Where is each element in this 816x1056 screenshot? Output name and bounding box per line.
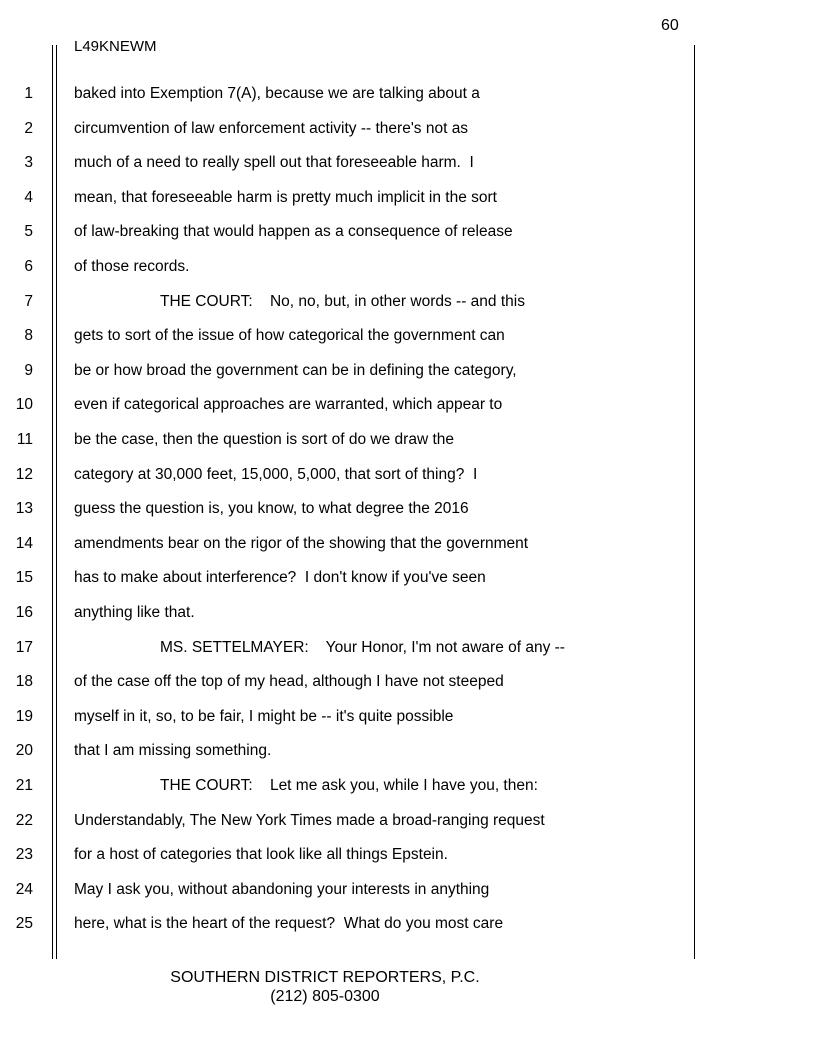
line-number: 10	[15, 396, 33, 414]
line-number: 11	[16, 431, 33, 448]
line-number: 13	[15, 500, 33, 518]
line-number: 9	[24, 361, 33, 379]
transcript-line	[0, 532, 690, 556]
line-text: be or how broad the government can be in defining the category,	[74, 361, 517, 379]
line-text: gets to sort of the issue of how categorical the government can	[74, 327, 505, 345]
transcript-line	[0, 843, 690, 867]
line-number: 7	[24, 292, 33, 310]
line-number: 6	[24, 258, 33, 275]
line-text: THE COURT: Let me ask you, while I have you, then:	[160, 777, 538, 794]
transcript-line	[0, 463, 690, 487]
transcript-line	[0, 290, 690, 314]
transcript-line	[0, 359, 690, 383]
line-text: amendments bear on the rigor of the showing that the government	[74, 534, 529, 552]
line-number: 12	[15, 465, 33, 483]
footer-phone: (212) 805-0300	[270, 988, 380, 1005]
line-number: 5	[24, 223, 33, 241]
line-text: of the case off the top of my head, although I have not steeped	[74, 673, 504, 691]
line-text: of law-breaking that would happen as a consequence of release	[74, 223, 513, 241]
transcript-line	[0, 151, 690, 175]
transcript-line	[0, 601, 690, 625]
line-text: category at 30,000 feet, 15,000, 5,000, that sort of thing? I	[74, 465, 478, 483]
line-number: 3	[24, 154, 33, 172]
transcript-line	[0, 912, 690, 936]
line-text: mean, that foreseeable harm is pretty much implicit in the sort	[74, 188, 497, 206]
line-number: 20	[15, 742, 33, 760]
line-number: 1	[24, 85, 33, 102]
transcript-line	[0, 117, 690, 141]
line-number: 19	[15, 707, 33, 725]
line-number: 2	[24, 119, 33, 137]
line-text: for a host of categories that look like all things Epstein.	[74, 846, 448, 864]
line-number: 25	[15, 915, 33, 933]
transcript-line	[0, 428, 690, 452]
line-number: 24	[15, 880, 33, 898]
transcript-line	[0, 393, 690, 417]
line-text: be the case, then the question is sort of do we draw the	[74, 431, 454, 448]
line-text: Understandably, The New York Times made a broad-ranging request	[74, 811, 545, 829]
line-text: May I ask you, without abandoning your interests in anything	[74, 880, 490, 898]
transcript-line	[0, 255, 690, 279]
line-text: anything like that.	[74, 604, 195, 621]
line-number: 21	[15, 777, 33, 794]
line-text: even if categorical approaches are warranted, which appear to	[74, 396, 503, 414]
right-margin-rule	[694, 45, 695, 959]
line-text: THE COURT: No, no, but, in other words -- and this	[160, 292, 525, 310]
transcript-line	[0, 705, 690, 729]
transcript-line	[0, 809, 690, 833]
line-number: 15	[15, 569, 33, 587]
line-text: MS. SETTELMAYER: Your Honor, I'm not aware of any --	[160, 638, 565, 656]
line-number: 23	[15, 846, 33, 864]
footer-reporter-name: SOUTHERN DISTRICT REPORTERS, P.C.	[170, 969, 480, 986]
transcript-line	[0, 324, 690, 348]
line-number: 17	[15, 638, 33, 656]
line-text: guess the question is, you know, to what degree the 2016	[74, 500, 469, 518]
line-text: myself in it, so, to be fair, I might be -- it's quite possible	[74, 707, 454, 725]
case-id: L49KNEWM	[74, 38, 157, 55]
line-number: 14	[15, 534, 33, 552]
line-text: circumvention of law enforcement activity -- there's not as	[74, 119, 469, 137]
line-number: 8	[24, 327, 33, 345]
line-text: that I am missing something.	[74, 742, 272, 760]
transcript-line	[0, 82, 690, 106]
line-number: 18	[15, 673, 33, 691]
page-number: 60	[661, 17, 679, 34]
transcript-line	[0, 670, 690, 694]
transcript-line	[0, 497, 690, 521]
line-text: has to make about interference? I don't know if you've seen	[74, 569, 486, 587]
transcript-line	[0, 774, 690, 798]
line-text: here, what is the heart of the request? What do you most care	[74, 915, 504, 933]
line-text: much of a need to really spell out that foreseeable harm. I	[74, 154, 474, 172]
transcript-line	[0, 636, 690, 660]
page-footer	[0, 968, 650, 1006]
line-number: 22	[15, 811, 33, 829]
transcript-line	[0, 739, 690, 763]
transcript-line	[0, 186, 690, 210]
line-number: 16	[15, 604, 33, 621]
transcript-line	[0, 566, 690, 590]
line-text: of those records.	[74, 258, 190, 275]
line-text: baked into Exemption 7(A), because we are talking about a	[74, 85, 480, 102]
line-number: 4	[24, 188, 33, 206]
transcript-line	[0, 878, 690, 902]
transcript-line	[0, 220, 690, 244]
